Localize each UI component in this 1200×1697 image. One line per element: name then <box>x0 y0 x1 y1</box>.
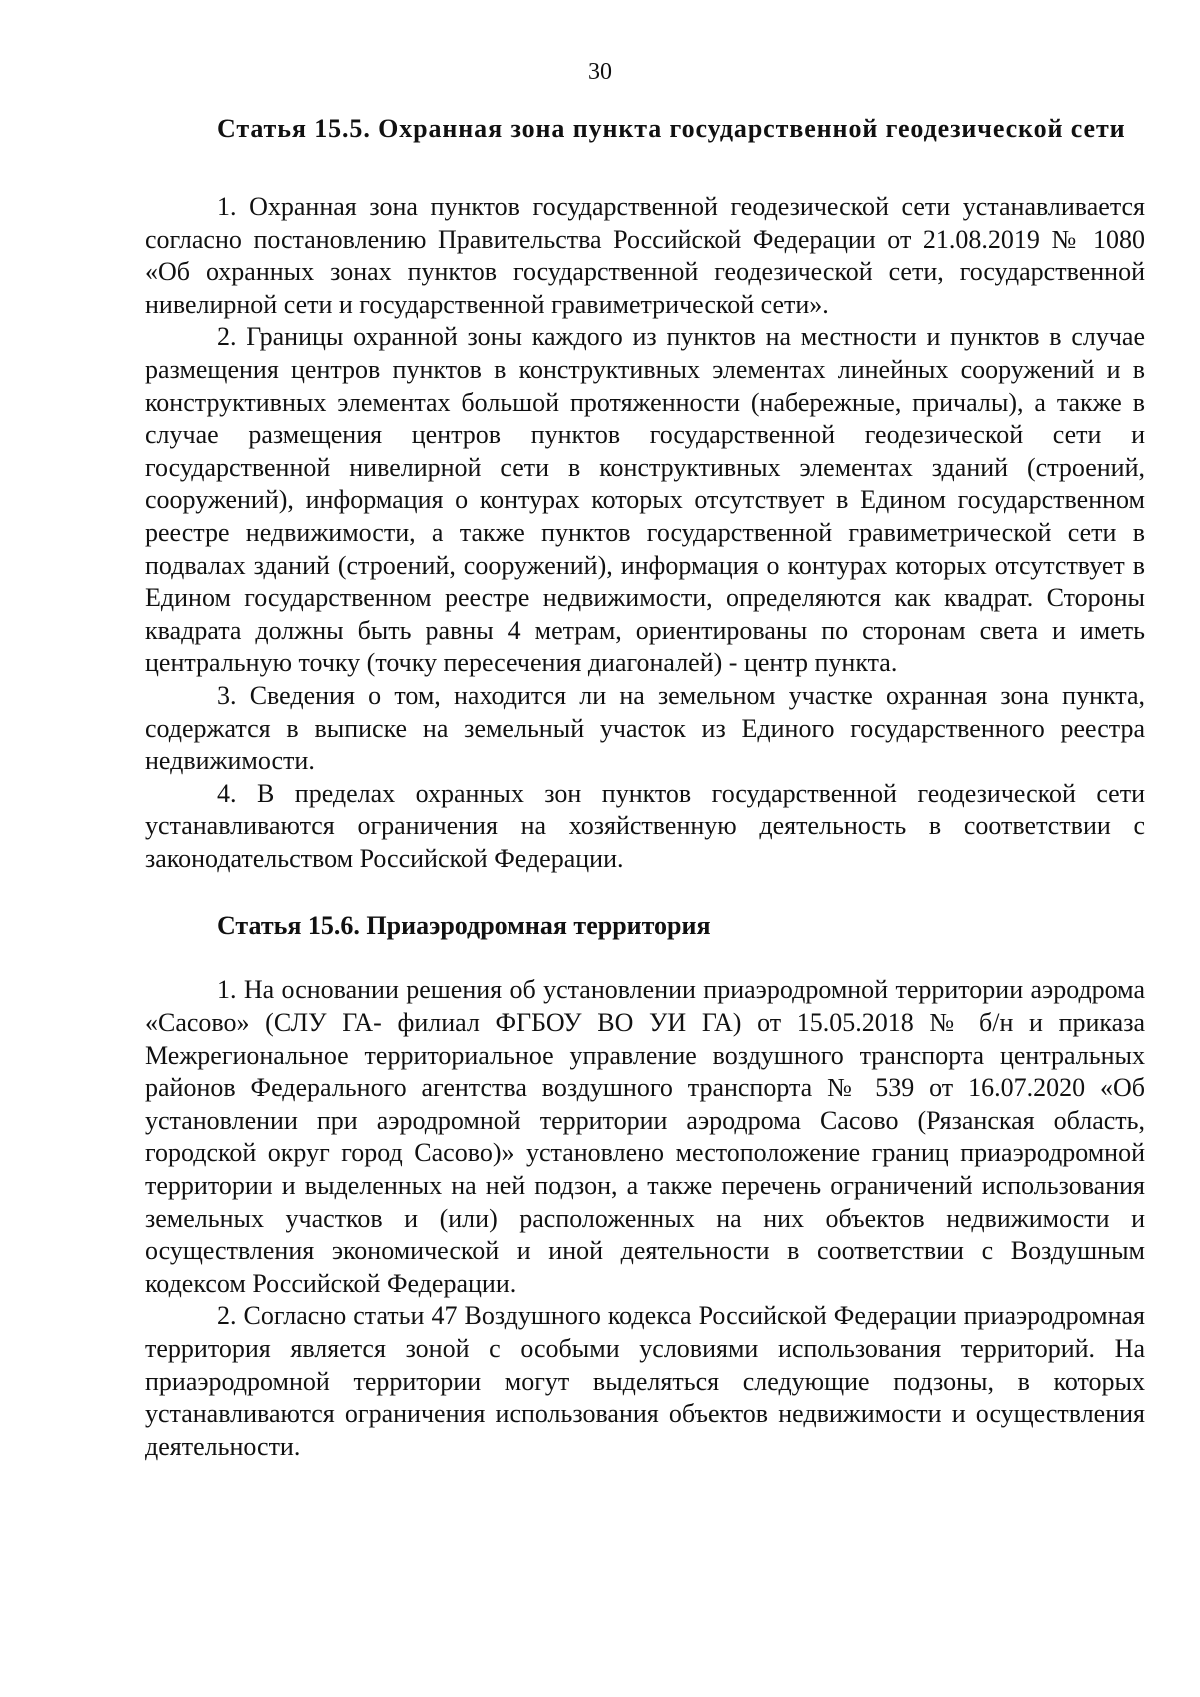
section-article-15-6 <box>145 909 1145 1463</box>
section-heading: Статья 15.5. Охранная зона пункта государственной геодезической сети <box>217 114 1126 143</box>
page-number: 30 <box>588 59 612 85</box>
paragraph: 2. Согласно статьи 47 Воздушного кодекса Российской Федерации приаэродромная территория является зоной с особыми условиями использования территорий. На приаэродромной территории могут выделяться следующие подзоны, в которых устанавливаются ограничения использования объектов недвижимости и осуществления деятельности. <box>145 1301 1145 1461</box>
paragraph: 1. Охранная зона пунктов государственной геодезической сети устанавливается согласно постановлению Правительства Российской Федерации от 21.08.2019 № 1080 «Об охранных зонах пунктов государственной геодезической сети, государственной нивелирной сети и государственной гравиметрической сети». <box>145 192 1145 319</box>
page-content <box>145 112 1145 1463</box>
paragraph: 3. Сведения о том, находится ли на земельном участке охранная зона пункта, содержатся в выписке на земельный участок из Единого государственного реестра недвижимости. <box>145 680 1145 776</box>
section-heading: Статья 15.6. Приаэродромная территория <box>217 911 711 941</box>
paragraph: 1. На основании решения об установлении приаэродромной территории аэродрома «Сасово» (СЛУ ГА- филиал ФГБОУ ВО УИ ГА) от 15.05.2018 № б/н и приказа Межрегиональное территориальное управление воздушного транспорта центральных районов Федерального агентства воздушного транспорта № 539 от 16.07.2020 «Об установлении при аэродромной территории аэродрома Сасово (Рязанская область, городской округ город Сасово)» установлено местоположение границ приаэродромной территории и выделенных на ней подзон, а также перечень ограничений использования земельных участков и (или) расположенных на них объектов недвижимости и осуществления экономической и иной деятельности в соответствии с Воздушным кодексом Российской Федерации. <box>145 975 1145 1298</box>
section-article-15-5 <box>145 112 1145 875</box>
paragraph: 2. Границы охранной зоны каждого из пунктов на местности и пунктов в случае размещения центров пунктов в конструктивных элементах линейных сооружений и в конструктивных элементах большой протяженности (набережные, причалы), а также в случае размещения центров пунктов государственной геодезической сети и государственной нивелирной сети в конструктивных элементах зданий (строений, сооружений), информация о контурах которых отсутствует в Едином государственном реестре недвижимости, а также пунктов государственной гравиметрической сети в подвалах зданий (строений, сооружений), информация о контурах которых отсутствует в Едином государственном реестре недвижимости, определяются как квадрат. Стороны квадрата должны быть равны 4 метрам, ориентированы по сторонам света и иметь центральную точку (точку пересечения диагоналей) - центр пункта. <box>145 322 1145 678</box>
paragraph: 4. В пределах охранных зон пунктов государственной геодезической сети устанавливаются ограничения на хозяйственную деятельность в соответствии с законодательством Российской Федерации. <box>145 778 1145 873</box>
